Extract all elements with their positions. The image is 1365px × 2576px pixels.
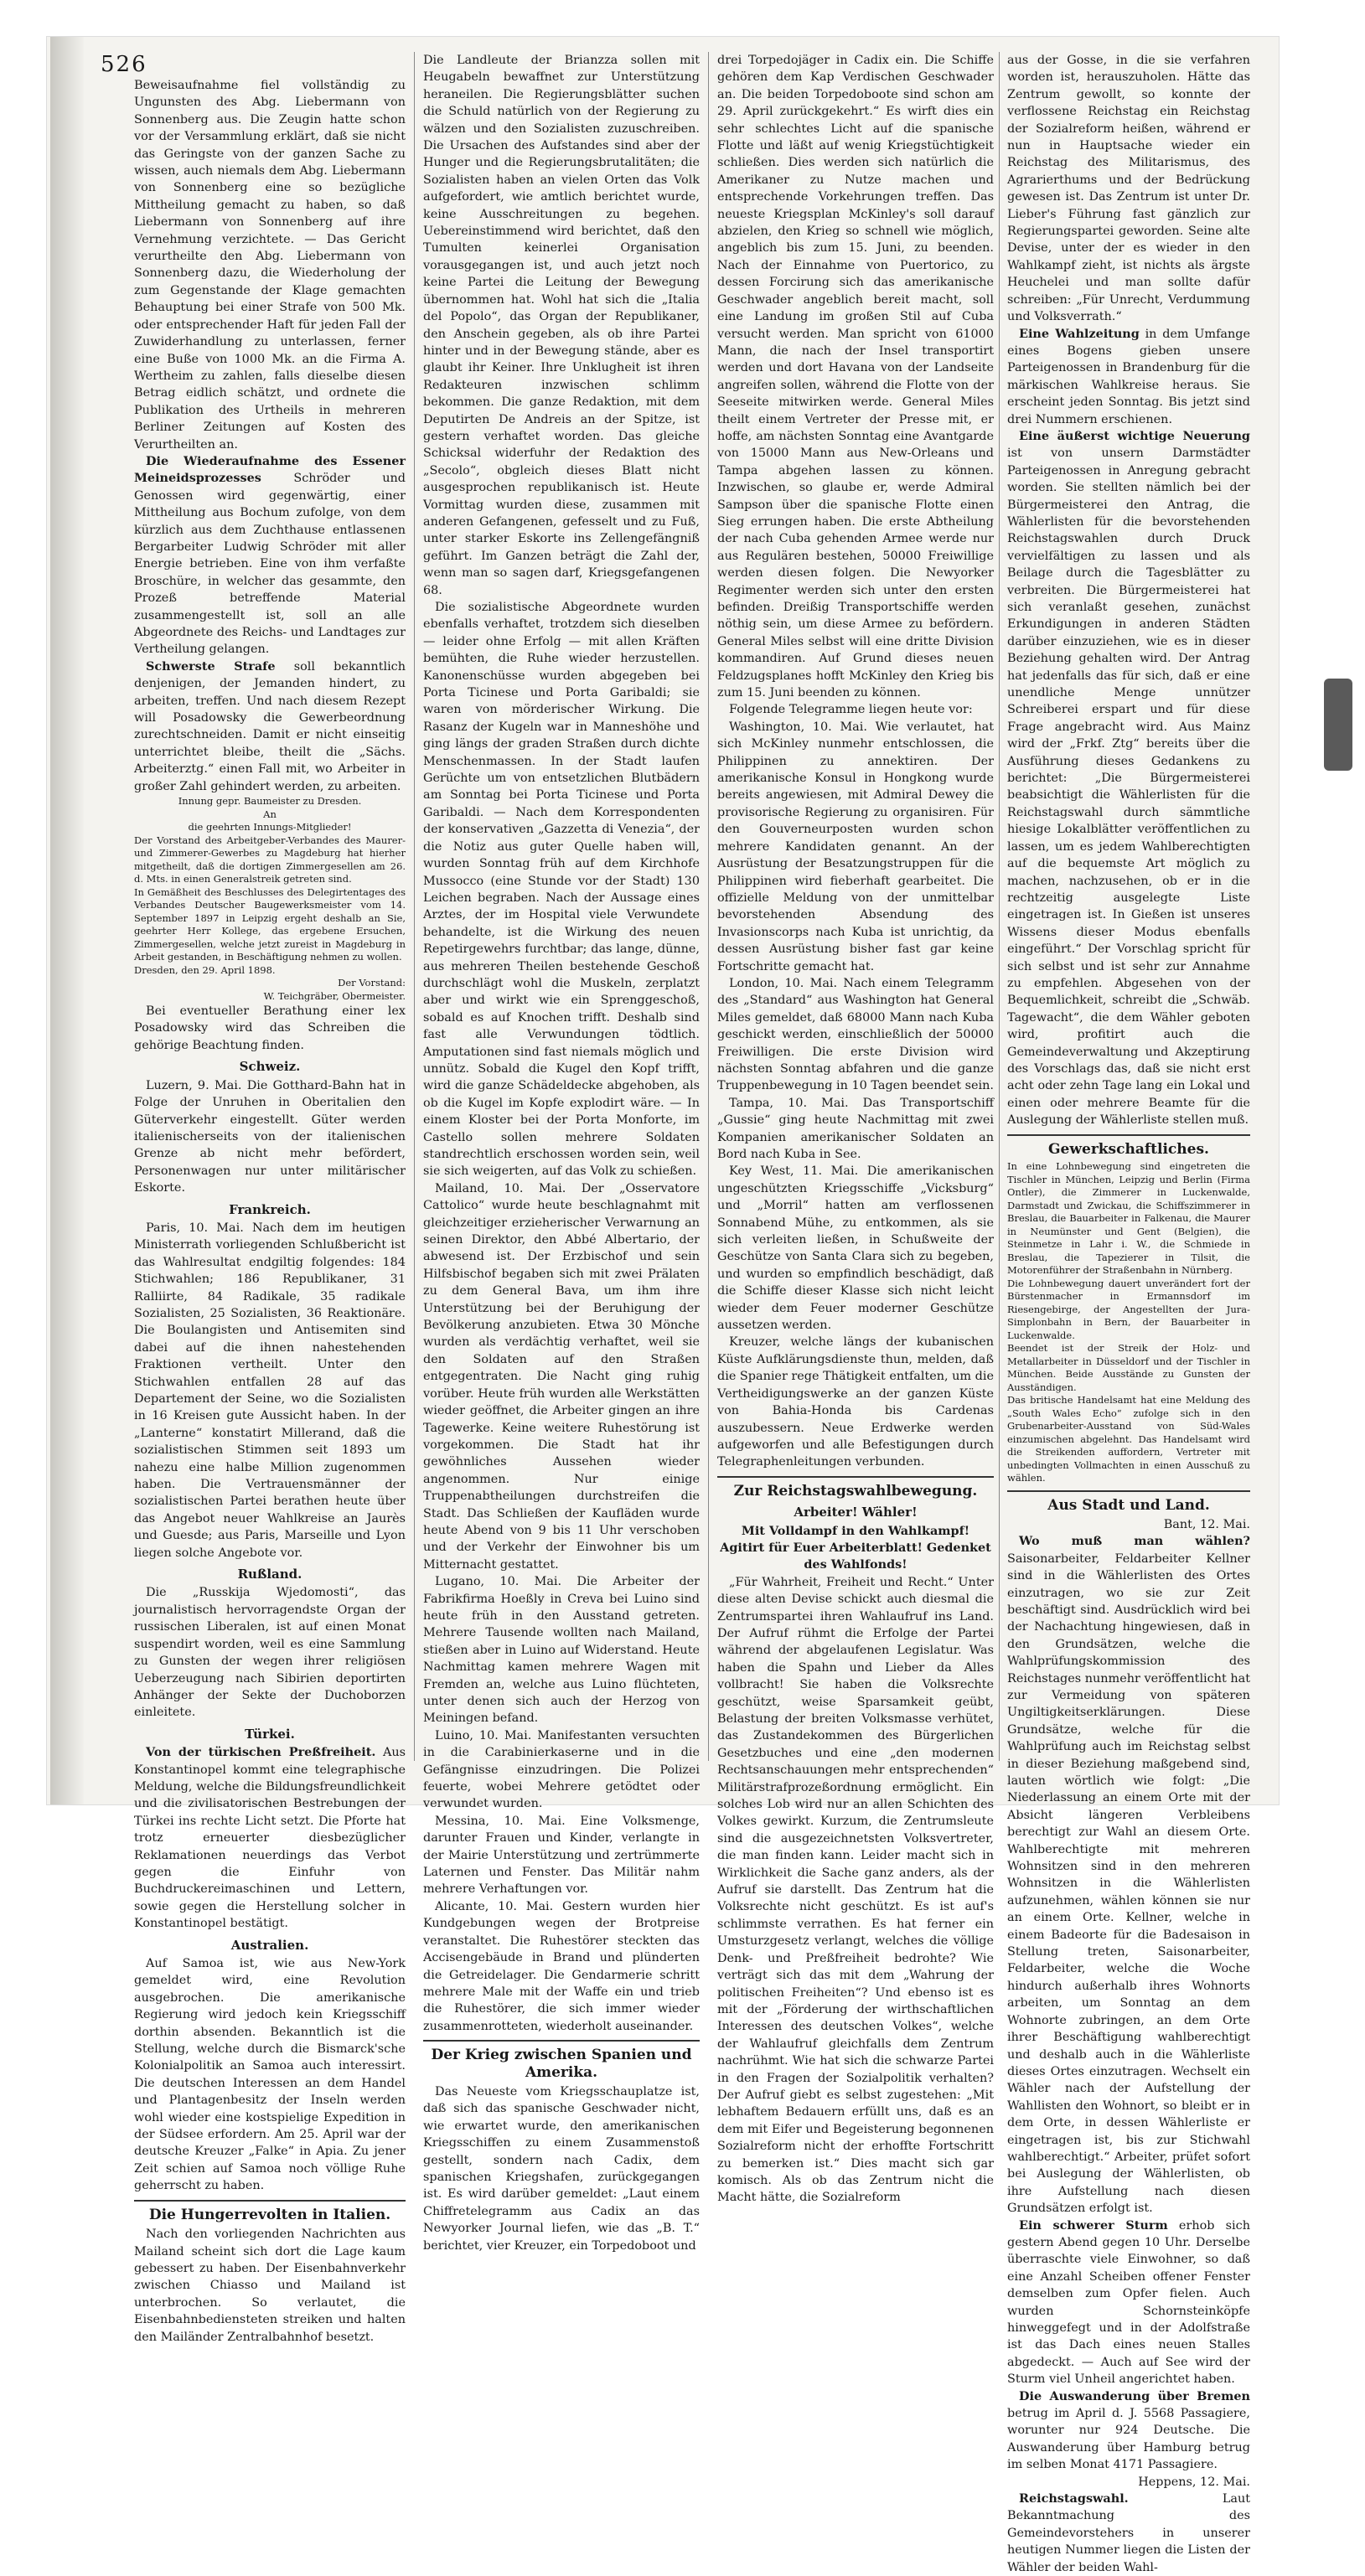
article-paragraph: Auf Samoa ist, wie aus New-York gemeldet wird, eine Revolution ausgebrochen. Die amerikanische Regierung wird jedoch kein Kriegsschiff dorthin absenden. Bekanntlich ist die Stellung, welche durch die Bismarck'sche Kolonialpolitik an Samoa auch interessirt. Die deutschen Interessen an dem Handel und Plantagenbesitz der Inseln werden wohl wieder eine kostspielige Expedition in der Südsee erfordern. Am 25. April war der deutsche Kreuzer „Falke“ in Apia. Zu jener Zeit schien auf Samoa noch völlige Ruhe geherrscht zu haben. — [134, 1957, 406, 2193]
document-line: In Gemäßheit des Beschlusses des Delegirtentages des Verbandes Deutscher Baugewerksmeister vom 14. September 1897 in Leipzig ergeht deshalb an Sie, geehrter Herr Kollege, das ergebene Ersuchen, Zimmergesellen, welche jetzt zureist in Magdeburg in Arbeit gestanden, in Beschäftigung nehmen zu wollen. — [134, 885, 406, 963]
paragraph-text: Laut Bekanntmachung des Gemeindevorstehers in unserer heutigen Nummer liegen die Listen der Wähler der beiden Wahl- — [1007, 2492, 1250, 2574]
page-number: 526 — [101, 52, 147, 77]
article-paragraph: Luino, 10. Mai. Manifestanten versuchten in die Carabinierkaserne und in die Gefängnisse einzudringen. Die Polizei feuerte, wobei Mehrere getödtet oder verwundet wurden. — [423, 1728, 700, 1811]
article-paragraph: Die Landleute der Brianzza sollen mit Heugabeln bewaffnet zur Unterstützung heraneilen. Die Regierungsblätter suchen die Schuld natürlich von der Regierung zu wälzen und den Sozialisten zuzuschreiben. Die Ursachen des Aufstandes sind aber der Hunger und die Regierungsbrutalitäten; die Sozialisten haben an vielen Orten das Volk aufgefordert, wie amtlich berichtet wurde, keine Ausschreitungen zu begehen. Uebereinstimmend wird berichtet, daß den Tumulten keinerlei Organisation vorausgegangen ist, und auch jetzt noch keine Partei die Leitung der Bewegung übernommen hat. Wohl hat sich die „Italia del Popolo“, das Organ der Republikaner, den Anschein gegeben, als ob ihre Partei hinter und in der Bewegung stände, aber es glaubt ihr Keiner. Ihre Unklugheit ist ihren Redakteuren inzwischen schlimm bekommen. Die ganze Redaktion, mit dem Deputirten De Andreis an der Spitze, ist gestern verhaftet worden. Das gleiche Schicksal widerfuhr der Redaktion des „Secolo“, obgleich dieses Blatt nicht ausgesprochen republikanisch ist. Heute Vormittag wurden diese, zusammen mit anderen Gefangenen, gefesselt und zu Fuß, unter starker Eskorte ins Zellengefängniß geführt. Im Ganzen beträgt die Zahl der, wenn man so sagen darf, Kriegsgefangenen 68. — [423, 54, 700, 597]
article-paragraph — [134, 658, 406, 795]
document-line: Der Vorstand des Arbeitgeber-Verbandes des Maurer- und Zimmerer-Gewerbes zu Magdeburg hat hierher mitgetheilt, daß die dortigen Zimmergesellen am 26. d. Mts. in einen Generalstreik getreten sind. — [134, 834, 406, 885]
section-divider — [1007, 1490, 1250, 1492]
section-divider — [423, 2040, 700, 2042]
paragraph-lead: Eine äußerst wichtige Neuerung — [1019, 428, 1250, 443]
column-2 — [423, 52, 700, 2253]
section-heading: Australien. — [230, 1937, 309, 1953]
article-paragraph: Die „Russkija Wjedomosti“, das journalistisch hervorragendste Organ der russischen Liberalen, ist auf einen Monat suspendirt worden, weil es eine Sammlung zu Gunsten der wegen ihrer religiösen Ueberzeugung nach Sibirien deportirten Anhänger der Sekte der Duchoborzen einleitete. — [134, 1586, 406, 1720]
article-headline: Gewerkschaftliches. — [1048, 1140, 1209, 1158]
article-paragraph — [1007, 1533, 1250, 2217]
column-rule — [708, 52, 709, 1761]
paragraph-lead: Von der türkischen Preßfreiheit. — [146, 1745, 376, 1760]
page-binding-shadow — [50, 37, 84, 1804]
article-headline: Die Hungerrevolten in Italien. — [148, 2206, 391, 2223]
article-headline: Zur Reichstagswahlbewegung. — [733, 1482, 978, 1500]
paragraph-lead: Eine Wahlzeitung — [1019, 326, 1140, 341]
article-paragraph: Beendet ist der Streik der Holz- und Metallarbeiter in Düsseldorf und der Tischler in München. Beide Ausstände zu Gunsten der Ausständigen. — [1007, 1342, 1250, 1393]
paragraph-text: soll bekanntlich denjenigen, der Jemanden hindert, zu arbeiten, treffen. Und nach diesem Rezept will Posadowsky die Gewerbeordnung zurechtschneiden. Damit er nicht einseitig unterrichtet bleibe, theilt die „Sächs. Arbeiterztg.“ einen Fall mit, wo Arbeiter in großer Zahl gehindert werden, zu arbeiten. — [134, 659, 406, 793]
article-paragraph: Alicante, 10. Mai. Gestern wurden hier Kundgebungen wegen der Brotpreise veranstaltet. Die Ruhestörer steckten das Accisengebäude in Brand und plünderten die Getreidelager. Die Gendarmerie schritt mehrere Male mit der Waffe ein und trieb die Ruhestörer, die sich immer wieder zusammenrotteten, wiederholt auseinander. — [423, 1899, 700, 2033]
section-heading: Schweiz. — [239, 1059, 301, 1075]
section-heading: Türkei. — [245, 1726, 295, 1742]
article-paragraph: Mailand, 10. Mai. Der „Osservatore Cattolico“ wurde heute beschlagnahmt mit gleichzeitiger erzieherischer Verwarnung an seinen Direktor, den Abbé Albertario, der abwesend ist. Der Erzbischof und sein Hilfsbischof begaben sich mit zwei Prälaten zu dem General Bava, um ihm ihre Unterstützung bei der Beruhigung der Bevölkerung anzubieten. Etwa 30 Mönche wurden als verdächtig verhaftet, weil sie den Soldaten auf den Straßen entgegentraten. Die Nacht ging ruhig vorüber. Heute früh wurden alle Werkstätten wieder geöffnet, die Arbeiter gingen an ihre Tagewerke. Keine weitere Ruhestörung ist vorgekommen. Die Stadt hat ihr gewöhnliches Aussehen wieder angenommen. Nur einige Truppenabtheilungen durchstreifen die Stadt. Das Schließen der Kaufläden wurde heute Abend von 9 bis 11 Uhr verschoben und der Verkehr der Einwohner bis um Mitternacht gestattet. — [423, 1181, 700, 1572]
section-heading: Frankreich. — [229, 1201, 311, 1217]
article-paragraph — [1007, 2388, 1250, 2474]
article-paragraph: In eine Lohnbewegung sind eingetreten die Tischler in München, Leipzig und Berlin (Firma Ontler), die Zimmerer in Luckenwalde, Darmstadt und Zwickau, die Schiffszimmerer in Breslau, die Bauarbeiter in Falkenau, die Maurer in Neumünster und Gent (Belgien), die Steinmetze in Lahr i. W., die Schmiede in Breslau, die Tapezierer in Tilsit, die Motorenführer der Straßenbahn in Nürnberg. — [1007, 1160, 1250, 1276]
article-paragraph: Luzern, 9. Mai. Die Gotthard-Bahn hat in Folge der Unruhen in Oberitalien den Güterverkehr eingestellt. Güter werden italienischerseits von der italienischen Grenze ab nicht mehr befördert, Personenwagen nur unter militärischer Eskorte. — [134, 1078, 406, 1195]
ink-blot — [1324, 679, 1352, 771]
article-paragraph: Die Lohnbewegung dauert unverändert fort der Bürstenmacher in Ermannsdorf im Riesengebirge, der Angestellten der Jura-Simplonbahn in Bern, der Bauarbeiter in Luckenwalde. — [1007, 1277, 1250, 1341]
article-paragraph: Messina, 10. Mai. Eine Volksmenge, darunter Frauen und Kinder, verlangte in der Mairie Unterstützung und zertrümmerte Laternen und Fenster. Das Militär nahm mehrere Verhaftungen vor. — [423, 1814, 700, 1897]
article-paragraph: Die sozialistische Abgeordnete wurden ebenfalls verhaftet, trotzdem sich dieselben — leider ohne Erfolg — mit allen Kräften bemühten, die Ruhe wieder herzustellen. Kanonenschüsse wurden abgegeben bei Porta Ticinese und Porta Garibaldi; sie waren von mörderischer Wirkung. Die Rasanz der Kugeln war in Manneshöhe und ging längs der graden Straßen durch dichte Menschenmassen. In der Stadt laufen Gerüchte um von entsetzlichen Blutbädern am Sonntag bei Porta Ticinese und Porta Garibaldi. — Nach dem Korrespondenten der konservativen „Gazzetta di Venezia“, der die Notiz aus guter Quelle haben will, wurden Sonntag früh auf dem Kirchhofe Mussocco (eine Stunde vor der Stadt) 130 Leichen begraben. Nach der Aussage eines Arztes, der im Hospital viele Verwundete behandelte, ist die Wirkung des neuen Repetirgewehrs furchtbar; das lange, dünne, aus mehreren Theilen bestehende Geschoß durchschlägt wohl die Muskeln, zerplatzt aber und wirkt wie ein Sprenggeschoß, sobald es auf Knochen trifft. Deshalb sind fast alle Verwundungen tödtlich. Amputationen sind fast niemals möglich und unnütz. Sobald die Kugel den Kopf trifft, wird die ganze Schädeldecke abgehoben, als ob die Kugel im Kopfe explodirt wäre. — In einem Kloster bei der Porta Monforte, im Castello sollen mehrere Soldaten standrechtlich erschossen worden sein, weil sie sich weigerten, auf das Volk zu schießen. — [423, 601, 700, 1179]
article-paragraph — [1007, 2217, 1250, 2388]
document-line: W. Teichgräber, Obermeister. — [263, 989, 406, 1002]
paragraph-lead: Die Auswanderung über Bremen — [1019, 2388, 1250, 2403]
document-line: Innung gepr. Baumeister zu Dresden. — [178, 795, 362, 808]
article-paragraph — [134, 1744, 406, 1932]
section-divider — [717, 1476, 994, 1478]
paragraph-text: in dem Umfange eines Bogens gieben unsere Parteigenossen in Brandenburg für die märkischen Wahlkreise heraus. Sie erscheint jeden Sonntag. Bis jetzt sind drei Nummern erschienen. — [1007, 327, 1250, 426]
article-paragraph: Das Neueste vom Kriegsschauplatze ist, daß sich das spanische Geschwader nicht, wie erwartet wurde, den amerikanischen Kriegsschiffen zu einem Zusammenstoß gestellt, sondern nach Cadix, dem spanischen Kriegshafen, zurückgegangen ist. Es wird darüber gemeldet: „Laut einem Chiffretelegramm aus Cadix an das Newyorker Journal liefen, wie das „B. T.“ berichtet, vier Kreuzer, ein Torpedoboot und — [423, 2084, 700, 2253]
article-paragraph: Das britische Handelsamt hat eine Meldung des „South Wales Echo“ zufolge sich in den Grubenarbeiter-Ausstand von Süd-Wales einzumischen abgelehnt. Das Handelsamt wird die Streikenden auffordern, Vertreter mit unbedingten Vollmachten in einen Ausschuß zu wählen. — [1007, 1394, 1250, 1484]
dateline: Bant, 12. Mai. — [1163, 1517, 1250, 1531]
section-divider — [1007, 1134, 1250, 1136]
dateline: Heppens, 12. Mai. — [1138, 2475, 1250, 2489]
document-line: Dresden, den 29. April 1898. — [134, 963, 276, 976]
article-paragraph: Paris, 10. Mai. Nach dem im heutigen Ministerrath vorliegenden Schlußbericht ist das Wahlresultat endgiltig folgendes: 184 Stichwahlen; 186 Republikaner, 31 Ralliirte, 84 Radikale, 35 radikale Sozialisten, 25 Sozialisten, 36 Reaktionäre. Die Boulangisten und Antisemiten sind dabei auf die ihnen nahestehenden Fraktionen vertheilt. Unter den Stichwahlen entfallen 28 auf das Departement der Seine, wo die Sozialisten in 16 Kreisen gute Aussicht haben. In der „Lanterne“ konstatirt Millerand, daß die sozialistischen Stimmen seit 1893 um nahezu eine halbe Million zugenommen haben. Die Vertrauensmänner der sozialistischen Partei berathen heute über das Angebot neuer Wahlkreise an Jaurès und Guesde; aus Paris, Marseille und Lyon liegen solche Angebote vor. — [134, 1221, 406, 1560]
article-slogan: Mit Volldampf in den Wahlkampf! Agitirt für Euer Arbeiterblatt! Gedenket des Wahlfonds! — [720, 1523, 991, 1572]
paragraph-lead: Schwerste Strafe — [146, 658, 276, 674]
article-paragraph: Beweisaufnahme fiel vollständig zu Ungunsten des Abg. Liebermann von Sonnenberg aus. Die Zeugin hatte schon vor der Versammlung erklärt, daß sie nicht das Geringste von der ganzen Sache zu wissen, auch niemals dem Abg. Liebermann von Sonnenberg eine so bezügliche Mittheilung gemacht zu haben, so daß Liebermann von Sonnenberg auf ihre Vernehmung verzichtete. — Das Gericht verurtheilte den Abg. Liebermann von Sonnenberg dazu, die Wiederholung der zum Gegenstande der Klage gemachten Behauptung bei einer Strafe von 500 Mk. oder entsprechender Haft für jeden Fall der Zuwiderhandlung zu unterlassen, ferner eine Buße von 1000 Mk. an die Firma A. Wertheim zu zahlen, falls dieselbe diesen Betrag eidlich schätzt, und ordnete die Publikation des Urtheils in mehreren Berliner Zeitungen auf Kosten des Verurtheilten an. — [134, 79, 406, 452]
article-paragraph: drei Torpedojäger in Cadix ein. Die Schiffe gehören dem Kap Verdischen Geschwader an. Die beiden Torpedoboote sind schon am 29. April zurückgekehrt.“ Es wirft dies ein sehr schlechtes Licht auf die spanische Flotte und läßt auf wenig Kriegstüchtigkeit schließen. Dies werden sich natürlich die Amerikaner zu Nutze machen und entsprechende Vorkehrungen treffen. Das neueste Kriegsplan McKinley's soll darauf abzielen, den Krieg so schnell wie möglich, angeblich bis zum 15. Juni, zu beenden. Nach der Einnahme von Puertorico, zu dessen Forcirung sich das amerikanische Geschwader angeblich bereit macht, soll eine Landung im großen Stil auf Cuba versucht werden. Man spricht von 61000 Mann, die nach der Insel transportirt werden und dort Havana von der Landseite angreifen sollen, während die Flotte von der Seeseite mitwirken werde. General Miles theilt einem Vertreter der Presse mit, er hoffe, am nächsten Sonntag eine Avantgarde von 15000 Mann aus New-Orleans und Tampa abgehen lassen zu können. Inzwischen, so glaube er, werde Admiral Sampson über die spanische Flotte einen Sieg errungen haben. Die erste Abtheilung der nach Cuba gehenden Armee werde nur aus Regulären bestehen, 50000 Freiwillige werden diesen folgen. Die Newyorker Regimenter werden sich unter den ersten befinden. Dreißig Transportschiffe werden nöthig sein, um diese Armee zu befördern. General Miles selbst will eine dritte Division kommandiren. Auf Grund dieses neuen Feldzugsplanes hofft McKinley den Krieg bis zum 15. Juni beenden zu können. — [717, 54, 994, 700]
article-subheadline: Arbeiter! Wähler! — [794, 1505, 918, 1520]
article-paragraph: London, 10. Mai. Nach einem Telegramm des „Standard“ aus Washington hat General Miles gemeldet, daß 68000 Mann nach Kuba geschickt werden, einschließlich der 50000 Freiwilligen. Die erste Division wird nächsten Sonntag abfahren und die ganze Truppenbewegung in 10 Tagen beendet sein. — [717, 976, 994, 1093]
section-divider — [134, 2200, 406, 2202]
document-line: die geehrten Innungs-Mitglieder! — [188, 821, 352, 834]
section-heading: Rußland. — [237, 1567, 302, 1582]
article-headline: Aus Stadt und Land. — [1047, 1496, 1210, 1514]
paragraph-lead: Die Wiederaufnahme des Essener Meineidsprozesses — [134, 453, 406, 486]
column-rule — [414, 52, 415, 1761]
paragraph-lead: Wo muß man wählen? — [1019, 1534, 1250, 1549]
paragraph-text: erhob sich gestern Abend gegen 10 Uhr. Derselbe überraschte viele Einwohner, so daß eine Anzahl Scheiben offener Fenster demselben zum Opfer fielen. Auch wurden Schornsteinköpfe hinweggefegt und in der Adolfstraße ist das Dach eines neuen Stalles abgedeckt. — Auch auf See wird der Sturm viel Unheil angerichtet haben. — [1007, 2218, 1250, 2387]
column-rule — [999, 52, 1000, 1761]
document-line: An — [263, 808, 277, 820]
article-paragraph: Folgende Telegramme liegen heute vor: — [729, 703, 973, 717]
article-paragraph: Bei eventueller Berathung einer lex Posadowsky wird das Schreiben die gehörige Beachtung finden. — [134, 1004, 406, 1052]
article-paragraph: Lugano, 10. Mai. Die Arbeiter der Fabrikfirma Hoeßly in Creva bei Luino sind heute früh in den Ausstand getreten. Mehrere Tausende wollten nach Mailand, stießen aber in Luino auf Widerstand. Heute Nachmittag kamen mehrere Wagen mit Fremden an, welche aus Luino flüchteten, unter denen sich auch der Herzog von Meiningen befand. — [423, 1575, 700, 1726]
paragraph-lead: Ein schwerer Sturm — [1019, 2217, 1168, 2233]
article-paragraph — [1007, 326, 1250, 428]
article-paragraph: Nach den vorliegenden Nachrichten aus Mailand scheint sich dort die Lage kaum gebessert zu haben. Der Eisenbahnverkehr zwischen Chiasso und Mailand ist unterbrochen. So verlautet, die Eisenbahnbediensteten streiken und halten den Mailänder Zentralbahnhof besetzt. — [134, 2228, 406, 2344]
paragraph-text: ist von unsern Darmstädter Parteigenossen in Anregung gebracht worden. Sie stellten nämlich bei der Bürgermeisterei den Antrag, die Wählerlisten für die bevorstehenden Reichstagswahlen durch Druck vervielfältigen zu lassen und als Beilage durch die Tagesblätter zu verbreiten. Die Bürgermeisterei hat sich veranlaßt gesehen, zunächst Erkundigungen in anderen Städten darüber einzuziehen, wie es in dieser Beziehung gehalten wird. Der Antrag hat jedenfalls das für sich, daß er eine unendliche Menge unnützer Schreiberei erspart und für diese Frage angebracht wird. Aus Mainz wird der „Frkf. Ztg“ bereits über die Ausführung dieses Gedankens zu berichtet: „Die Bürgermeisterei beabsichtigt die Wählerlisten für die Reichstagswahl durch sämmtliche hiesige Lokalblätter veröffentlichen zu lassen, um es jedem Wahlberechtigten auf die bequemste Art möglich zu machen, nachzusehen, ob er in die rechtzeitig ausgelegte Liste eingetragen ist. In Gießen ist unseres Wissens dieser Modus ebenfalls eingeführt.“ Der Vorschlag spricht für sich selbst und ist sehr zur Annahme zu empfehlen. Abgesehen von der Bequemlichkeit, schreibt die „Schwäb. Tagewacht“, die dem Wähler geboten wird, profitirt auch die Gemeindeverwaltung und Akzeptirung des Vorschlags das, daß sie nicht erst acht oder zehn Tage lang ein Lokal und einen oder mehrere Beamte für die Auslegung der Wählerliste stellen muß. — [1007, 447, 1250, 1128]
paragraph-text: Schröder und Genossen wird gegenwärtig, einer Mittheilung aus Bochum zufolge, von dem kürzlich aus dem Zuchthause entlassenen Bergarbeiter Ludwig Schröder mit aller Energie betrieben. Eine von ihm verfaßte Broschüre, in welcher das gesammte, den Prozeß betreffende Material zusammengestellt ist, soll an alle Abgeordnete des Reichs- und Landtages zur Vertheilung gelangen. — [134, 472, 406, 657]
article-paragraph: Kreuzer, welche längs der kubanischen Küste Aufklärungsdienste thun, melden, daß die Spanier rege Thätigkeit entfalten, um die Vertheidigungswerke an der ganzen Küste von Bahia-Honda bis Cardenas auszubessern. Neue Erdwerke werden aufgeworfen und alle Befestigungen durch Telegraphenleitungen verbunden. — [717, 1335, 994, 1469]
paragraph-text: betrug im April d. J. 5568 Passagiere, worunter nur 924 Deutsche. Die Auswanderung über Hamburg betrug im selben Monat 4171 Passagiere. — [1007, 2407, 1250, 2472]
article-headline: Der Krieg zwischen Spanien und Amerika. — [431, 2047, 692, 2081]
column-4 — [1007, 52, 1250, 2574]
paragraph-lead: Reichstagswahl. — [1019, 2491, 1129, 2506]
article-paragraph — [1007, 2491, 1250, 2576]
column-3 — [717, 52, 994, 2205]
article-paragraph: „Für Wahrheit, Freiheit und Recht.“ Unter diese alten Devise schickt auch diesmal die Zentrumspartei ihren Wahlaufruf ins Land. Der Aufruf rühmt die Erfolge der Partei während der abgelaufenen Legislatur. Was haben die Spahn und Lieber da Alles vollbracht! Sie haben die Volksrechte geschützt, weise Sparsamkeit geübt, Belastung der breiten Volksmasse verhütet, das Zustandekommen des Bürgerlichen Gesetzbuches und eine „den modernen Rechtsanschauungen mehr entsprechenden“ Militärstrafprozeßordnung ermöglicht. Ein solches Lob wird nur an allen Schichten des Volkes gewirkt. Kurzum, die Zentrumsleute sind die ausgezeichnetsten Volksvertreter, die man finden kann. Leider macht sich in Wirklichkeit die Sache ganz anders, als der Aufruf sie darstellt. Das Zentrum hat die Volksrechte nicht geschützt. Es ist auf's schlimmste verrathen. Es hat ferner ein Umsturzgesetz verlangt, welches die völlige Denk- und Preßfreiheit bedrohte? Wie verträgt sich das mit dem „Wahrung der politischen Freiheiten“? Und ebenso ist es mit der „Förderung der wirthschaftlichen Interessen des deutschen Volkes“, welche der Wahlaufruf gleichfalls dem Zentrum nachrühmt. Wie hat sich die schwarze Partei in den Fragen der Sozialpolitik verhalten? Der Aufruf giebt es selbst zugestehen: „Mit lebhaftem Bedauern erfüllt uns, daß es an dem mit Eifer und Begeisterung begonnenen Sozialreform nicht der erhoffte Fortschritt zu bemerken ist.“ Dies macht sich gar komisch. Als ob das Zentrum nicht die Macht hätte, die Sozialreform — [717, 1575, 994, 2205]
article-paragraph — [134, 453, 406, 658]
document-line: Der Vorstand: — [338, 977, 406, 989]
paragraph-text: Aus Konstantinopel kommt eine telegraphische Meldung, welche die Bildungsfreundlichkeit und die zivilisatorischen Bestrebungen der Türkei ins rechte Licht setzt. Die Pforte hat trotz erneuerter diesbezüglicher Reklamationen neuerdings das Verbot gegen die Einfuhr von Buchdruckereimaschinen und Lettern, sowie gegen die Herstellung solcher in Konstantinopel bestätigt. — [134, 1746, 406, 1931]
article-paragraph: Key West, 11. Mai. Die amerikanischen ungeschützten Kriegsschiffe „Vicksburg“ und „Morril“ hatten am verflossenen Sonnabend Mühe, zu entkommen, als sie sich verleiten ließen, in Schußweite der Geschütze von Santa Clara sich zu begeben, und wurden so empfindlich beschädigt, daß die Schiffe dieser Klasse sich nicht leicht wieder dem Feuer moderner Geschütze aussetzen werden. — [717, 1164, 994, 1333]
paragraph-text: Saisonarbeiter, Feldarbeiter Kellner sind in die Wählerlisten des Ortes einzutragen, wo sie zur Zeit beschäftigt sind. Ausdrücklich wird bei der Nachachtung hingewiesen, daß in den Grundsätzen, welche die Wahlprüfungskommission des Reichstages nunmehr veröffentlicht hat zur Vermeidung von späteren Ungiltigkeitserklärungen. Diese Grundsätze, welche für die Wahlprüfung auch im Reichstag selbst in dieser Beziehung maßgebend sind, lauten wörtlich wie folgt: „Die Niederlassung an einem Orte mit der Absicht längeren Verbleibens berechtigt zur Wahl an diesem Orte. Wahlberechtigte mit mehreren Wohnsitzen sind in den mehreren Wohnsitzen in die Wählerlisten aufzunehmen, wählen können sie nur an einem Orte. Kellner, welche in einem Badeorte für die Badesaison in Stellung treten, Saisonarbeiter, Feldarbeiter, welche die Woche hindurch außerhalb ihres Wohnorts arbeiten, um Sonntag an dem Wohnorte zubringen, an dem Orte ihrer Beschäftigung wahlberechtigt und deshalb auch in die Wählerliste dieses Ortes einzutragen. Wechselt ein Wähler nach der Aufstellung der Wahllisten den Wohnort, so bleibt er in dem Orte, in dessen Wählerliste er eingetragen ist, bis zur Stichwahl wahlberechtigt.“ Arbeiter, prüfet sofort bei Auslegung der Wählerlisten, ob ihre Aufstellung nach diesen Grundsätzen erfolgt ist. — [1007, 1551, 1250, 2216]
article-paragraph: aus der Gosse, in die sie verfahren worden ist, herauszuholen. Hätte das Zentrum gewollt, so konnte der verflossene Reichstag ein Reichstag der Sozialreform heißen, während er nun in Hauptsache wieder ein Reichstag des Militarismus, des Agrarierthums und der Bedrückung gewesen ist. Das Zentrum ist unter Dr. Lieber's Führung fast gänzlich zur Regierungspartei geworden. Seine alte Devise, unter der es wieder in den Wahlkampf zieht, ist nichts als ärgste Heuchelei und man sollte dafür schreiben: „Für Unrecht, Verdummung und Volksverrath.“ — [1007, 54, 1250, 324]
article-paragraph: Tampa, 10. Mai. Das Transportschiff „Gussie“ ging heute Nachmittag mit zwei Kompanien amerikanischer Soldaten an Bord nach Kuba in See. — [717, 1096, 994, 1161]
article-paragraph: Washington, 10. Mai. Wie verlautet, hat sich McKinley nunmehr entschlossen, die Philippinen zu annektiren. Der amerikanische Konsul in Hongkong wurde bereits angewiesen, mit Admiral Dewey die provisorische Regierung zu organisiren. Für den Gouverneurposten wurden schon mehrere Kandidaten genannt. An der Ausrüstung der Besatzungstruppen für die Philippinen wird fieberhaft gearbeitet. Die offizielle Meldung von der unmittelbar bevorstehenden Absendung des Invasionscorps nach Kuba ist unrichtig, da dessen Ausrüstung bisher fast gar keine Fortschritte gemacht hat. — [717, 720, 994, 973]
column-1 — [134, 77, 406, 2344]
article-paragraph — [1007, 428, 1250, 1129]
